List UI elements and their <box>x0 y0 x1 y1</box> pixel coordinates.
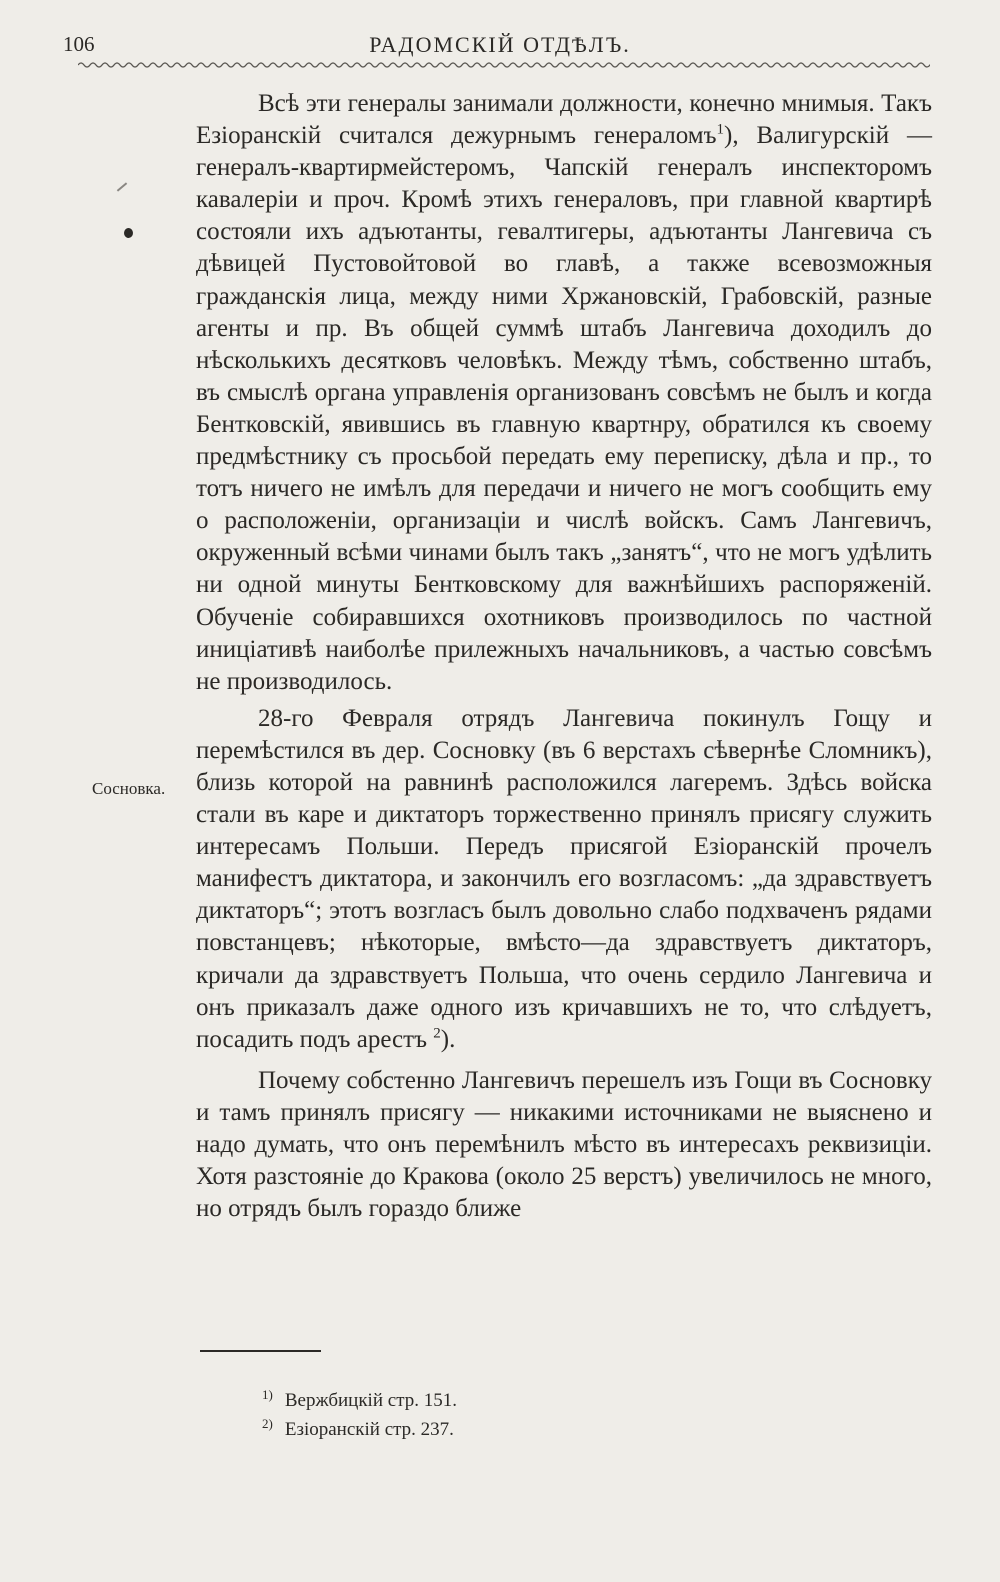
paragraph-1-text-b: ), Валигурскій — генералъ-квартирмейстеромъ, Чапскій генералъ инспекторомъ кавалеріи и проч. Кромѣ этихъ генераловъ, при главной квартирѣ состояли ихъ адъютанты, гевалтигеры, адъютанты Лангевича съ дѣвицей Пустовойтовой во главѣ, а также всевозможныя гражданскія лица, между ними Хржановскій, Грабовскій, разные агенты и пр. Въ общей суммѣ штабъ Лангевича доходилъ до нѣсколькихъ десятковъ человѣкъ. Между тѣмъ, собственно штабъ, въ смыслѣ органа управленія организованъ совсѣмъ не былъ и когда Бентковскій, явившись въ главную квартнру, обратился къ своему предмѣстнику съ просьбой передать ему переписку, дѣла и пр., то тотъ ничего не имѣлъ для передачи и ничего не могъ сообщить ему о расположеніи, организаціи и числѣ войскъ. Самъ Лангевичъ, окруженный всѣми чинами былъ такъ „занятъ“, что не могъ удѣлить ни одной минуты Бентковскому для важнѣйшихъ распоряженій. Обученіе собиравшихся охотниковъ производилось по частной иниціативѣ наиболѣе прилежныхъ начальниковъ, а частью совсѣмъ не производилось. <box>196 122 932 695</box>
margin-note: Сосновка. <box>92 779 166 798</box>
footnote-2-mark: 2) <box>262 1415 273 1431</box>
paragraph-3-text: Почему собстенно Лангевичъ перешелъ изъ Гощи въ Сосновку и тамъ принялъ присягу — никакими источниками не выяснено и надо думать, что онъ перемѣнилъ мѣсто въ интересахъ реквизиціи. Хотя разстояніе до Кракова (около 25 верстъ) увеличилось не много, но отрядъ былъ гораздо ближе <box>196 1066 932 1223</box>
footnote-2-text: Езіоранскій стр. 237. <box>284 1419 454 1440</box>
footnote-2-number: 2 <box>262 1415 269 1431</box>
page-number: 106 <box>63 32 95 56</box>
footnote-1-text: Вержбицкій стр. 151. <box>284 1390 457 1411</box>
paragraph-1-text-a: Всѣ эти генералы занимали должности, конечно мнимыя. Такъ Езіоранскій считался дежурнымъ генераломъ <box>196 90 932 150</box>
running-title: РАДОМСКІЙ ОТДѢЛЪ. <box>369 32 631 57</box>
paragraph-1 <box>196 88 932 698</box>
ink-mark <box>117 182 127 191</box>
header-ornamental-rule <box>78 60 930 70</box>
footnote-2 <box>262 1415 457 1444</box>
footnotes <box>262 1386 457 1444</box>
paragraph-2 <box>196 703 932 1056</box>
body-text <box>196 88 932 1225</box>
paragraph-2-text-a: 28-го Февраля отрядъ Лангевича покинулъ Гощу и перемѣстился въ дер. Сосновку (въ 6 верстахъ сѣвернѣе Сломникъ), близь которой на равнинѣ расположился лагеремъ. Здѣсь войска стали въ каре и диктаторъ торжественно принялъ присягу служить интересамъ Польши. Передъ присягой Езіоранскій прочелъ манифестъ диктатора, и закончилъ его возгласомъ: „да здравствуетъ диктаторъ“; этотъ возгласъ былъ довольно слабо подхваченъ рядами повстанцевъ; нѣкоторые, вмѣсто—да здравствуетъ диктаторъ, кричали да здравствуетъ Польша, что очень сердило Лангевича и онъ приказалъ даже одного изъ кричавшихъ не то, что слѣдуетъ, посадить подъ арестъ <box>196 704 932 1053</box>
footnote-ref-1: 1 <box>716 121 724 138</box>
footnote-1 <box>262 1386 457 1415</box>
footnote-ref-2: 2 <box>433 1025 441 1042</box>
footnote-divider <box>200 1350 321 1352</box>
footnote-1-number: 1 <box>262 1386 269 1402</box>
paragraph-3 <box>196 1065 932 1225</box>
ink-dot <box>124 228 133 238</box>
footnote-1-mark: 1) <box>262 1386 273 1402</box>
paragraph-2-text-b: ). <box>440 1025 456 1053</box>
